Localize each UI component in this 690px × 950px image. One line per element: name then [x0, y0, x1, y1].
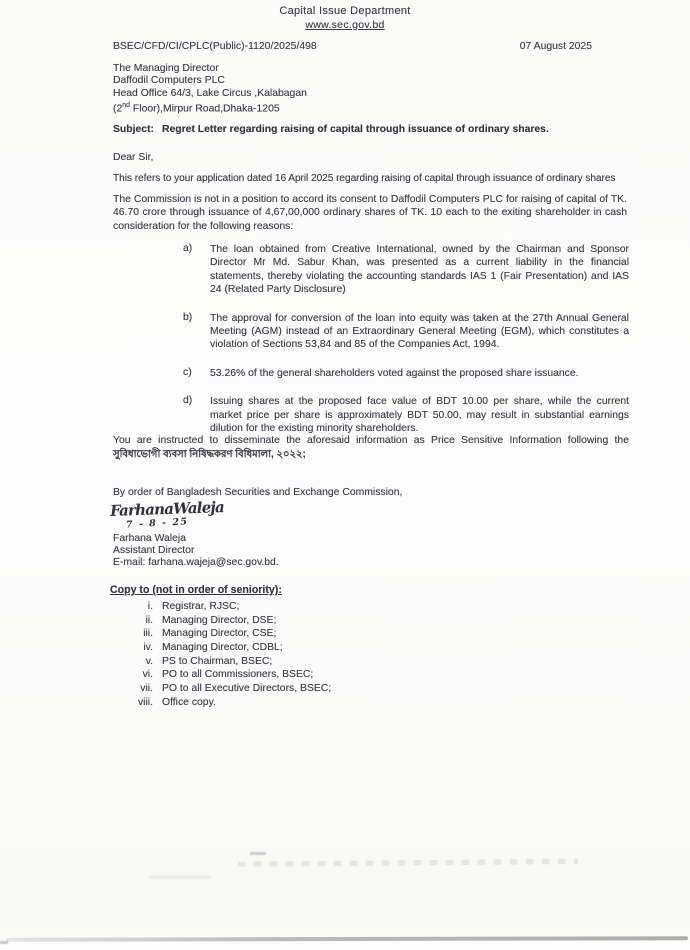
scan-bleedthrough-marks [238, 855, 578, 867]
paragraph-intro: This refers to your application dated 16 April 2025 regarding raising of capital through issuance of ordinary shares [113, 173, 616, 184]
copy-item-number: viii. [137, 696, 153, 708]
reason-item [183, 312, 629, 352]
reason-label: a) [183, 243, 193, 254]
copy-item-text: Managing Director, DSE; [162, 614, 277, 626]
copy-item-text: Managing Director, CDBL; [162, 642, 283, 654]
scan-paper-edge [6, 936, 688, 941]
copy-to-list [113, 601, 331, 711]
copy-item [113, 669, 331, 683]
reason-item [183, 243, 629, 297]
salutation: Dear Sir, [113, 152, 154, 163]
copy-item-number: iii. [143, 628, 153, 640]
copy-item-number: vii. [140, 683, 153, 695]
reason-text: The loan obtained from Creative International, owned by the Chairman and Sponsor Director Mr Md. Sabur Khan, was presented as a current liability in the financial statements, thereby violating the accounting standards IAS 1 (Fair Presentation) and IAS 24 (Related Party Disclosure) [210, 244, 629, 296]
signatory-name: Farhana Waleja [113, 533, 186, 544]
website-link: www.sec.gov.bd [305, 19, 385, 31]
letterhead [0, 5, 690, 31]
copy-item [113, 642, 331, 656]
copy-item-number: v. [145, 655, 153, 667]
copy-item-text: Office copy. [162, 696, 216, 708]
subject-line [113, 124, 633, 135]
by-order-line: By order of Bangladesh Securities and Exchange Commission, [113, 487, 403, 498]
reason-label: d) [183, 395, 193, 407]
reason-text: Issuing shares at the proposed face value of BDT 10.00 per share, while the current market price per share is approximately BDT 50.00, may result in substantial earnings dilution for the existing minority shareholders. [210, 396, 629, 435]
copy-item-text: PO to all Commissioners, BSEC; [162, 669, 314, 681]
copy-item-text: Registrar, RJSC; [162, 601, 240, 612]
recipient-line: The Managing Director [113, 63, 219, 74]
reason-item [183, 367, 629, 380]
copy-item-number: vi. [142, 669, 153, 681]
reason-label: c) [183, 366, 192, 378]
psi-paragraph [113, 434, 629, 461]
copy-to-heading: Copy to (not in order of seniority): [110, 584, 282, 596]
handwritten-signature: FarhanaWaleja [109, 498, 225, 520]
reference-number: BSEC/CFD/CI/CPLC(Public)-1120/2025/498 [113, 41, 317, 52]
copy-item-number: i. [147, 601, 153, 612]
reason-text: The approval for conversion of the loan into equity was taken at the 27th Annual General Meeting (AGM) instead of an Extraordinary General Meeting (EGM), which constitutes a violation of Sections 53,84 and 85 of the Companies Act, 1994. [210, 312, 629, 351]
recipient-line: (2nd Floor),Mirpur Road,Dhaka-1205 [113, 101, 280, 115]
signatory-email: E-mail: farhana.wajeja@sec.gov.bd. [113, 557, 279, 568]
subject-label: Subject: [113, 124, 154, 135]
reason-text: 53.26% of the general shareholders voted against the proposed share issuance. [210, 367, 579, 379]
psi-bengali-rules: সুবিধাভোগী ব্যবসা নিষিদ্ধকরণ বিধিমালা, ২০২২; [113, 448, 306, 460]
copy-item-number: ii. [145, 614, 153, 626]
recipient-line: Daffodil Computers PLC [113, 75, 225, 87]
copy-item-text: PO to all Executive Directors, BSEC; [162, 683, 332, 695]
psi-english: You are instructed to disseminate the aforesaid information as Price Sensitive Information following the [113, 435, 629, 446]
reason-label: b) [183, 311, 193, 323]
copy-item [113, 628, 331, 642]
reason-item [183, 395, 629, 435]
recipient-line: Head Office 64/3, Lake Circus ,Kalabagan [113, 87, 307, 99]
copy-item-text: PS to Chairman, BSEC; [162, 655, 273, 667]
copy-item [113, 683, 331, 697]
reasons-list [183, 243, 629, 450]
paragraph-decision: The Commission is not in a position to accord its consent to Daffodil Computers PLC for raising of capital of TK. 46.70 crore through issuance of 4,67,00,000 ordinary shares of TK. 10 each to the exiting shareholder in cash consideration for the following reasons: [113, 194, 627, 232]
copy-item [113, 697, 331, 711]
copy-item [113, 601, 331, 615]
scan-corner-mark [0, 941, 8, 944]
scan-bleedthrough-mark [250, 852, 266, 855]
reference-row [113, 41, 592, 52]
copy-item [113, 615, 331, 629]
subject-text: Regret Letter regarding raising of capital through issuance of ordinary shares. [162, 124, 549, 135]
ordinal-superscript: nd [122, 101, 131, 109]
recipient-address [113, 63, 307, 116]
scan-smudge [150, 876, 210, 878]
copy-item-text: Managing Director, CSE; [162, 628, 277, 640]
department-title: Capital Issue Department [279, 5, 411, 17]
copy-item-number: iv. [143, 642, 153, 654]
signatory-title: Assistant Director [113, 545, 195, 556]
handwritten-signature-date: 7 - 8 - 25 [125, 516, 189, 531]
copy-item [113, 656, 331, 670]
letter-date: 07 August 2025 [519, 41, 592, 52]
